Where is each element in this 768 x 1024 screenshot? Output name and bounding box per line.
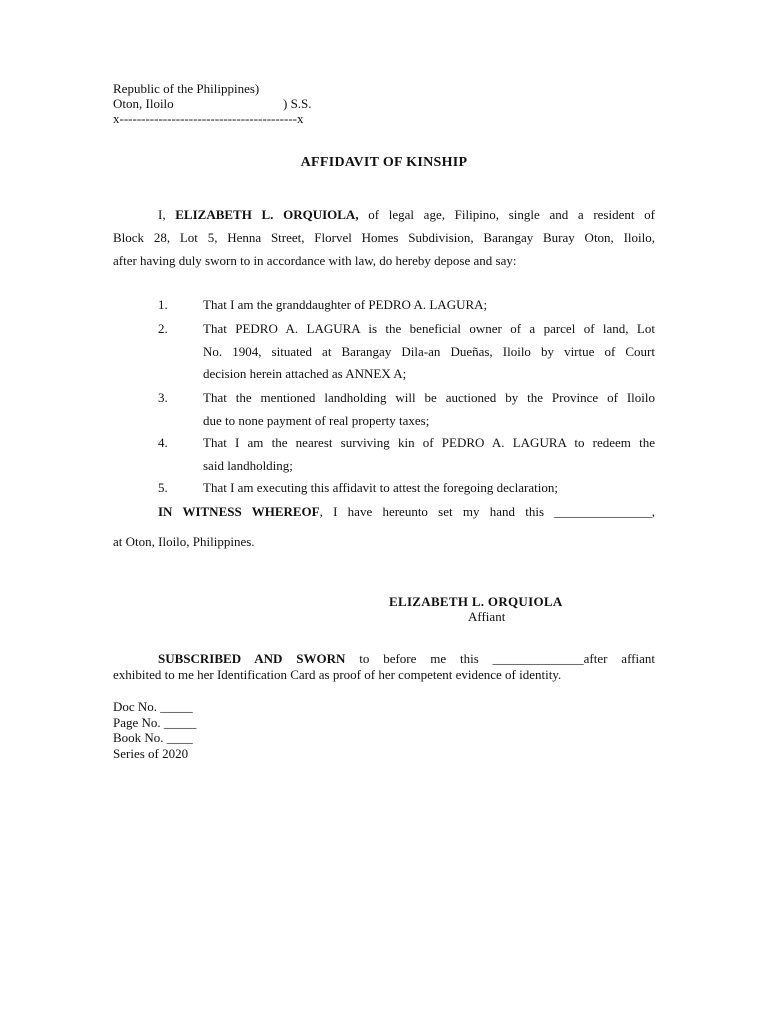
witness-line-1 [158,500,655,523]
list-text [203,432,655,477]
jurat-line-1 [113,651,655,667]
list-number: 4. [158,435,168,450]
list-line: That I am executing this affidavit to attest the foregoing declaration; [203,480,558,495]
list-item [158,477,655,500]
list-line: said landholding; [203,457,293,473]
jurat-line-2: exhibited to me her Identification Card as proof of her competent evidence of identity. [113,667,562,682]
venue-caption [113,81,312,126]
caption-separator: x-----------------------------------------x [113,111,304,126]
list-number: 1. [158,297,168,312]
caption-municipality: Oton, Iloilo [113,96,174,111]
page-number: Page No. _____ [113,714,197,730]
intro-prefix: I, [158,207,176,222]
caption-ss: ) S.S. [283,96,312,111]
jurat-line-1-rest: to before me this ______________after affiant [345,651,655,666]
list-line: No. 1904, situated at Barangay Dila-an Dueñas, Iloilo by virtue of Court [203,343,655,359]
caption-venue [113,96,312,111]
list-line: due to none payment of real property taxes; [203,412,430,428]
list-line: decision herein attached as ANNEX A; [203,366,407,381]
list-line: That the mentioned landholding will be auctioned by the Province of Iloilo [203,390,655,405]
intro-line-1 [113,203,655,226]
document-title: AFFIDAVIT OF KINSHIP [300,155,468,170]
witness-heading: IN WITNESS WHEREOF [158,504,320,519]
witness-rest: , I have hereunto set my hand this _______________, [319,504,655,519]
list-number: 5. [158,480,168,495]
intro-line-1-rest: of legal age, Filipino, single and a resident of [358,207,655,222]
list-line: That PEDRO A. LAGURA is the beneficial owner of a parcel of land, Lot [203,321,655,336]
witness-place: at Oton, Iloilo, Philippines. [113,534,255,549]
list-item [158,432,655,477]
list-text [203,318,655,386]
list-number: 2. [158,321,168,336]
jurat-paragraph [113,651,655,683]
witness-clause [158,500,655,523]
affiant-role: Affiant [468,609,506,624]
intro-line-3: after having duly sworn to in accordance with law, do hereby depose and say: [113,253,517,268]
affiant-signature-name: ELIZABETH L. ORQUIOLA [389,594,563,609]
list-item [158,318,655,386]
doc-number: Doc No. _____ [113,699,193,714]
list-text [203,387,655,432]
caption-country: Republic of the Philippines) [113,81,260,96]
series-year: Series of 2020 [113,745,189,761]
list-line: That I am the granddaughter of PEDRO A. LAGURA; [203,297,488,312]
list-number: 3. [158,390,168,405]
affiant-name-inline: ELIZABETH L. ORQUIOLA, [175,207,359,222]
notarial-register [113,699,196,761]
list-item [158,387,655,432]
list-line: That I am the nearest surviving kin of PEDRO A. LAGURA to redeem the [203,435,655,450]
intro-paragraph [113,203,655,272]
book-number: Book No. ____ [113,730,193,745]
list-item [158,294,655,317]
intro-line-2: Block 28, Lot 5, Henna Street, Florvel Homes Subdivision, Barangay Buray Oton, Iloilo, [113,230,655,245]
list-text [203,477,655,500]
jurat-heading: SUBSCRIBED AND SWORN [158,651,346,666]
list-text [203,294,655,317]
